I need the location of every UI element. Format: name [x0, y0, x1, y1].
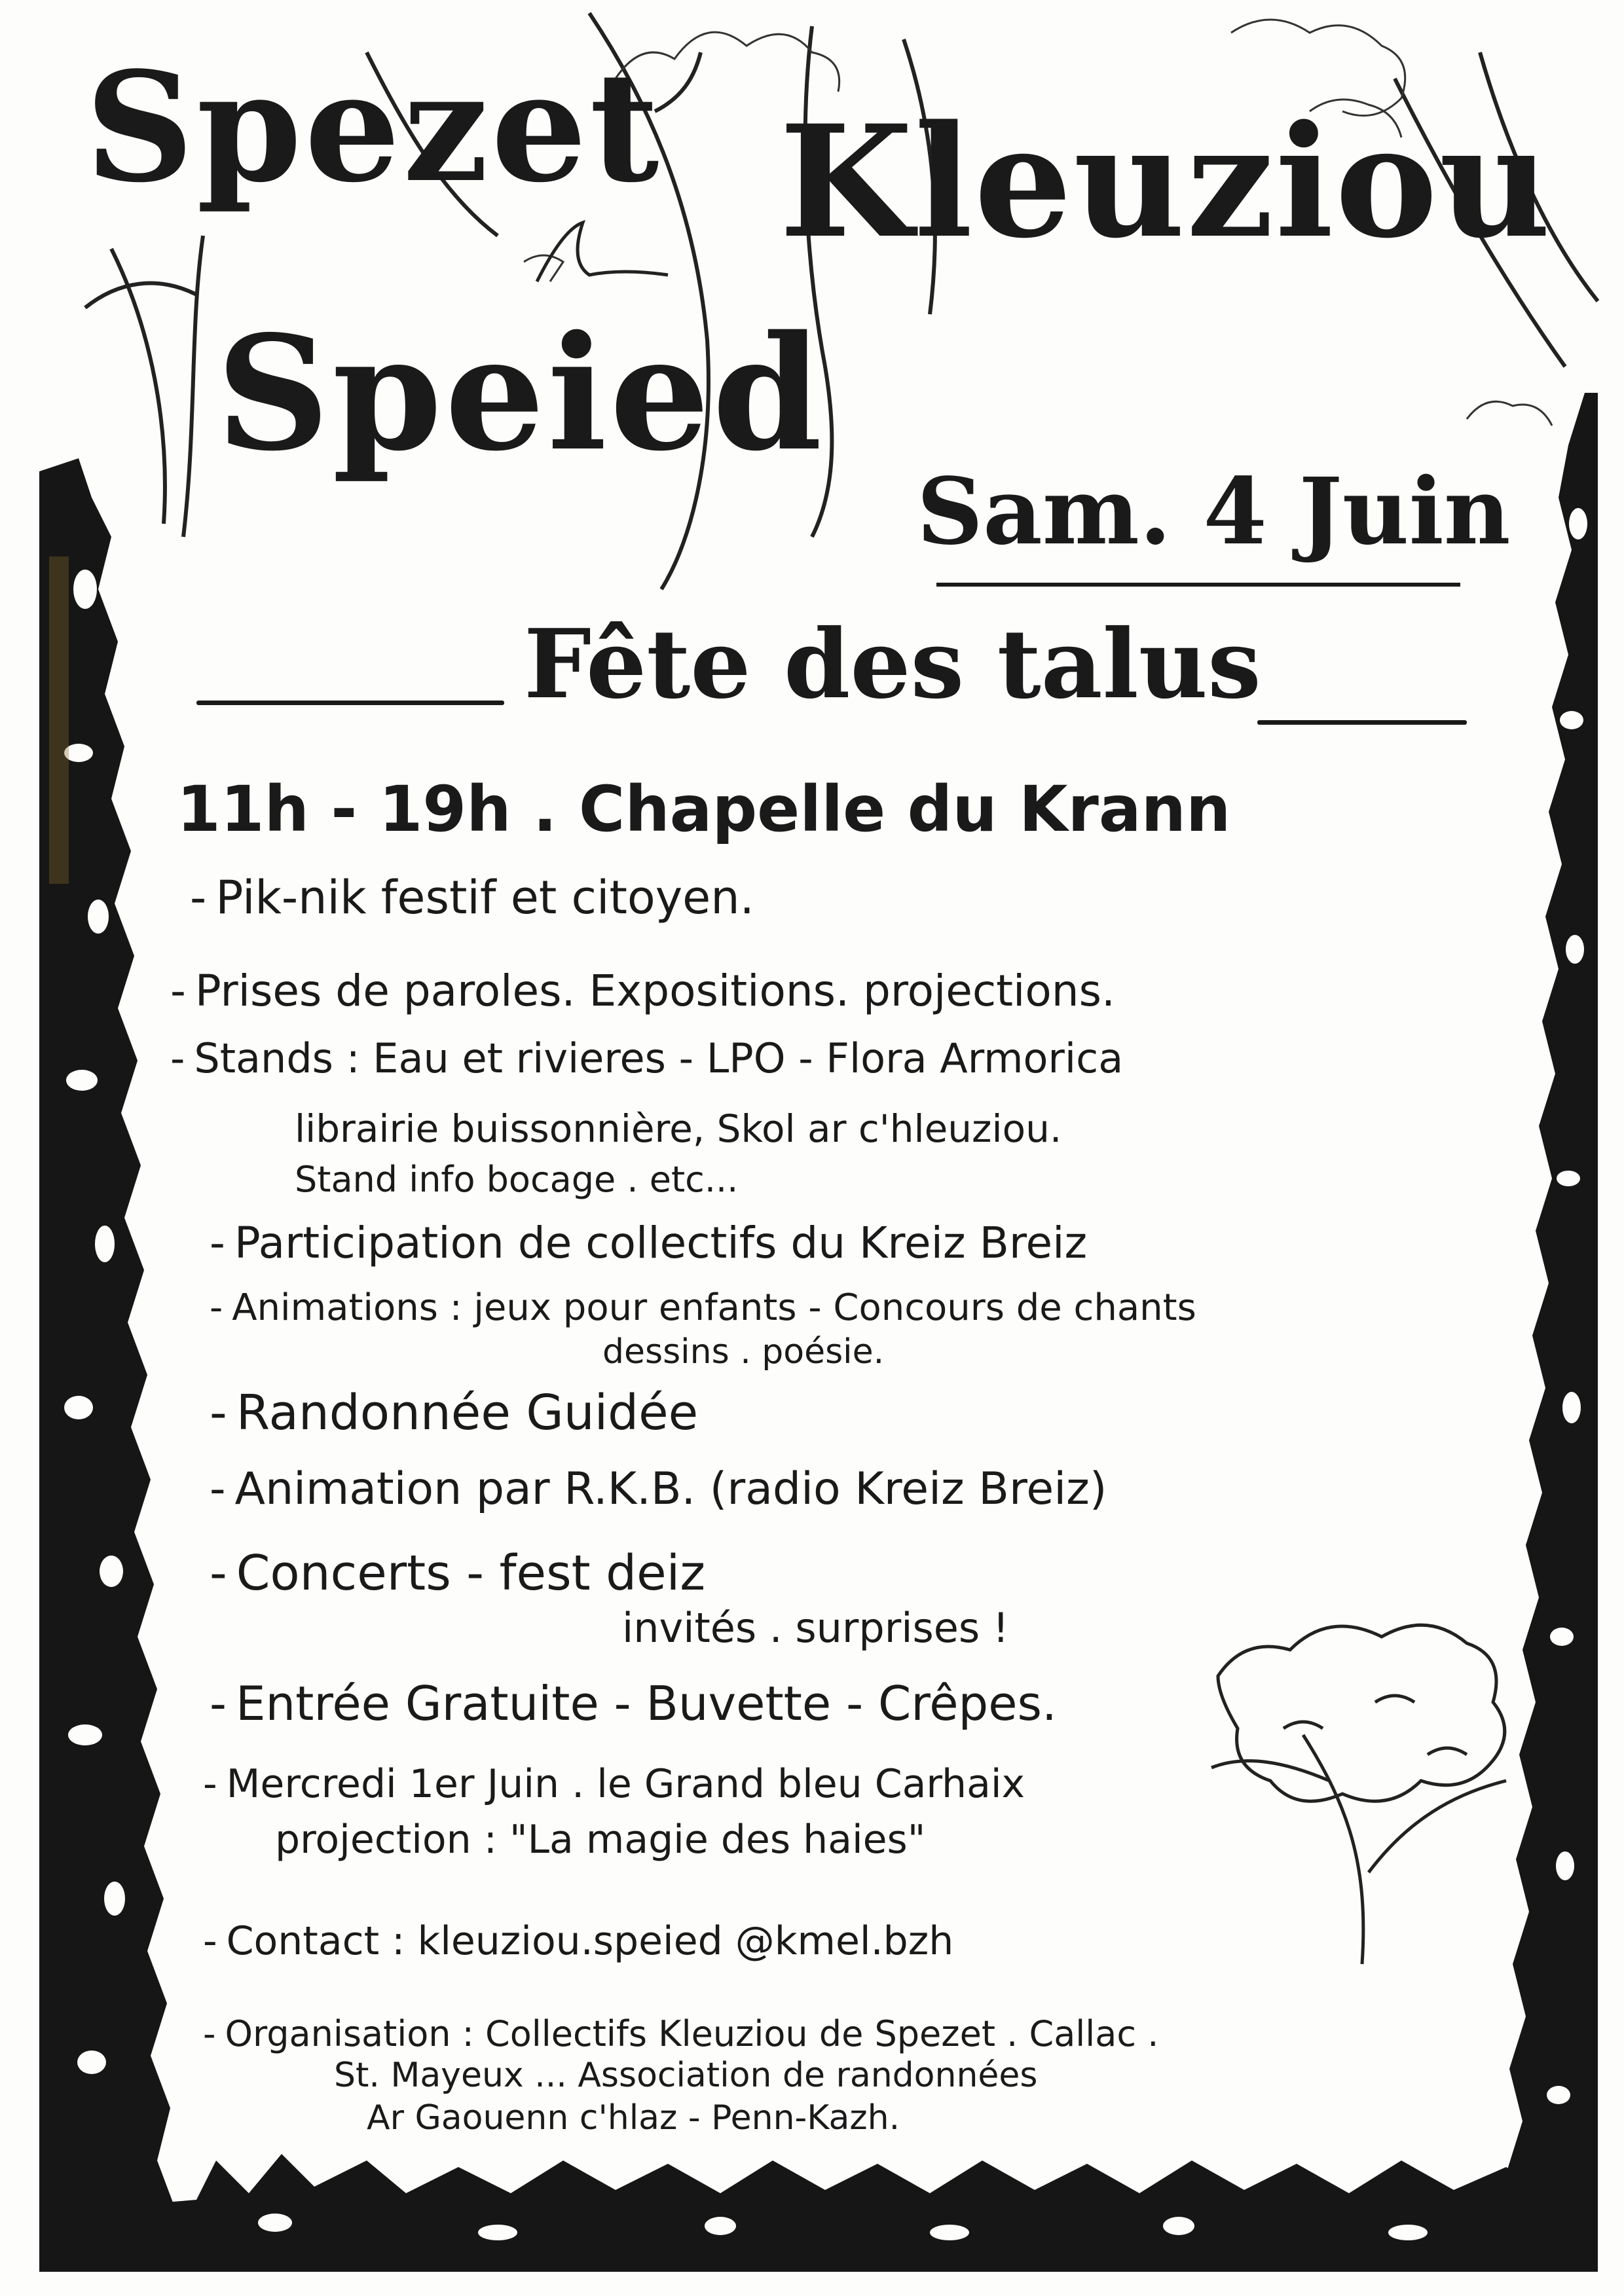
item-continuation: Stand info bocage . etc... — [295, 1159, 739, 1200]
event-rule-right — [1257, 720, 1467, 725]
bullet-dash: - — [210, 1463, 226, 1515]
date-underline — [936, 583, 1460, 587]
list-item — [190, 871, 754, 924]
list-item — [210, 1385, 698, 1441]
hours-location — [177, 773, 1230, 846]
item-continuation: librairie buissonnière, Skol ar c'hleuziou. — [295, 1106, 1062, 1151]
item-continuation: invités . surprises ! — [622, 1604, 1009, 1652]
list-item — [170, 966, 1115, 1016]
item-text: Mercredi 1er Juin . le Grand bleu Carhaix — [226, 1761, 1025, 1807]
title-speied: Speied — [216, 301, 825, 486]
list-item — [170, 1034, 1123, 1082]
bullet-dash: - — [210, 1385, 227, 1441]
item-text: Participation de collectifs du Kreiz Breiz — [234, 1218, 1088, 1268]
list-item — [210, 1463, 1107, 1515]
item-text: Entrée Gratuite - Buvette - Crêpes. — [235, 1676, 1057, 1731]
item-continuation: projection : "La magie des haies" — [275, 1817, 926, 1863]
list-item — [203, 1918, 953, 1964]
item-continuation: Ar Gaouenn c'hlaz - Penn-Kazh. — [367, 2098, 900, 2138]
item-continuation: St. Mayeux ... Association de randonnées — [334, 2056, 1038, 2095]
contact-line: Contact : kleuziou.speied @kmel.bzh — [226, 1918, 954, 1964]
bullet-dash: - — [170, 1034, 185, 1082]
bullet-dash: - — [203, 2013, 216, 2054]
list-item — [203, 2013, 1158, 2054]
list-item — [210, 1218, 1087, 1268]
list-item — [210, 1676, 1057, 1731]
list-item — [210, 1545, 705, 1601]
title-kleuziou: Kleuziou — [779, 92, 1553, 272]
list-item — [203, 1761, 1025, 1807]
bullet-dash: - — [210, 1218, 225, 1268]
event-rule-left — [196, 701, 504, 705]
event-name: Fête des talus — [524, 609, 1261, 720]
item-continuation: dessins . poésie. — [602, 1332, 885, 1372]
bullet-dash: - — [170, 966, 186, 1016]
right-hedge-border — [1506, 393, 1598, 2226]
hours-location-text: 11h - 19h . Chapelle du Krann — [177, 773, 1231, 846]
item-text: Prises de paroles. Expositions. projections. — [194, 966, 1115, 1016]
item-text: Animation par R.K.B. (radio Kreiz Breiz) — [234, 1463, 1107, 1515]
bullet-dash: - — [210, 1545, 227, 1601]
item-text: Pik-nik festif et citoyen. — [215, 871, 754, 924]
oak-tree-drawing — [1211, 1625, 1506, 1964]
title-spezet: Spezet — [85, 39, 662, 216]
item-text: Animations : jeux pour enfants - Concours de chants — [232, 1286, 1196, 1329]
bullet-dash: - — [190, 871, 207, 924]
list-item — [210, 1286, 1196, 1329]
item-text: Stands : Eau et rivieres - LPO - Flora Armorica — [194, 1034, 1124, 1082]
event-date: Sam. 4 Juin — [917, 458, 1511, 566]
bottom-hedge-border — [39, 2154, 1598, 2272]
bullet-dash: - — [210, 1676, 227, 1731]
item-text: Randonnée Guidée — [236, 1385, 699, 1441]
bullet-dash: - — [203, 1761, 217, 1807]
item-text: Organisation : Collectifs Kleuziou de Spezet . Callac . — [225, 2013, 1159, 2054]
paper-stain — [49, 556, 69, 884]
bullet-dash: - — [203, 1918, 217, 1964]
bullet-dash: - — [210, 1286, 223, 1329]
item-text: Concerts - fest deiz — [236, 1545, 706, 1601]
